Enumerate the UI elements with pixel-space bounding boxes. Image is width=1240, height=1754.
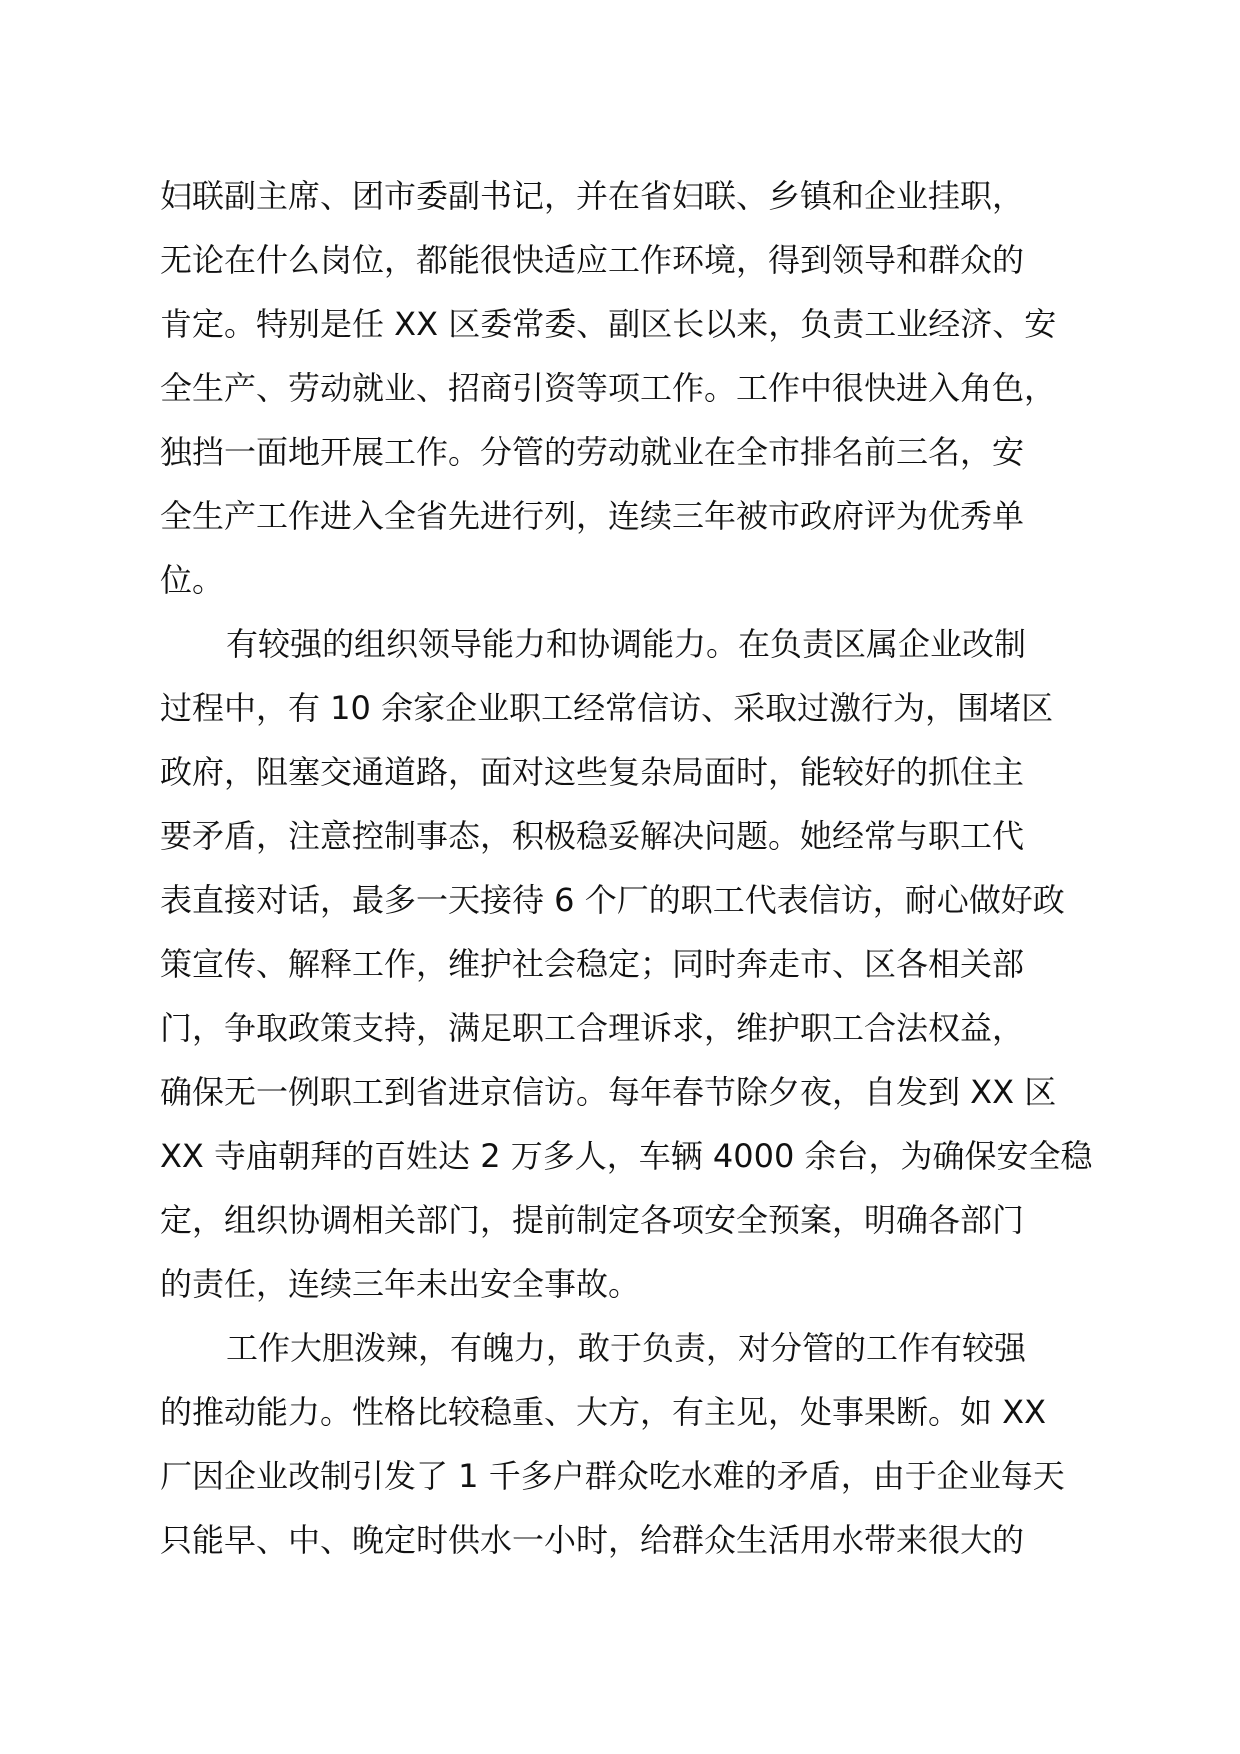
text-line: 独挡一面地开展工作。分管的劳动就业在全市排名前三名，安 [160, 433, 1025, 471]
text-line: 只能早、中、晚定时供水一小时，给群众生活用水带来很大的 [160, 1521, 1025, 1559]
text-line: 的责任，连续三年未出安全事故。 [160, 1265, 641, 1303]
text-line: 政府，阻塞交通道路，面对这些复杂局面时，能较好的抓住主 [160, 753, 1025, 791]
text-line: 要矛盾，注意控制事态，积极稳妥解决问题。她经常与职工代 [160, 817, 1025, 855]
document-body [160, 164, 1120, 1572]
text-line: 确保无一例职工到省进京信访。每年春节除夕夜，自发到 XX 区 [160, 1073, 1057, 1111]
text-line: 门，争取政策支持，满足职工合理诉求，维护职工合法权益， [160, 1009, 1025, 1047]
text-line: 定，组织协调相关部门，提前制定各项安全预案，明确各部门 [160, 1201, 1025, 1239]
text-line: 妇联副主席、团市委副书记，并在省妇联、乡镇和企业挂职， [160, 177, 1025, 215]
text-line: 表直接对话，最多一天接待 6 个厂的职工代表信访，耐心做好政 [160, 881, 1065, 919]
text-line: 厂因企业改制引发了 1 千多户群众吃水难的矛盾，由于企业每天 [160, 1457, 1065, 1495]
paragraph-3 [160, 1316, 1120, 1572]
text-line: 全生产、劳动就业、招商引资等项工作。工作中很快进入角色， [160, 369, 1057, 407]
text-line: 的推动能力。性格比较稳重、大方，有主见，处事果断。如 XX [160, 1393, 1047, 1431]
text-line: 策宣传、解释工作，维护社会稳定；同时奔走市、区各相关部 [160, 945, 1025, 983]
text-line: XX 寺庙朝拜的百姓达 2 万多人，车辆 4000 余台，为确保安全稳 [160, 1137, 1093, 1175]
text-line: 工作大胆泼辣，有魄力，敢于负责，对分管的工作有较强 [226, 1329, 1027, 1367]
paragraph-2 [160, 612, 1120, 1316]
text-line: 位。 [160, 561, 225, 599]
paragraph-1 [160, 164, 1120, 612]
text-line: 过程中，有 10 余家企业职工经常信访、采取过激行为，围堵区 [160, 689, 1054, 727]
text-line: 无论在什么岗位，都能很快适应工作环境，得到领导和群众的 [160, 241, 1025, 279]
text-line: 肯定。特别是任 XX 区委常委、副区长以来，负责工业经济、安 [160, 305, 1057, 343]
text-line: 有较强的组织领导能力和协调能力。在负责区属企业改制 [226, 625, 1027, 663]
text-line: 全生产工作进入全省先进行列，连续三年被市政府评为优秀单 [160, 497, 1025, 535]
